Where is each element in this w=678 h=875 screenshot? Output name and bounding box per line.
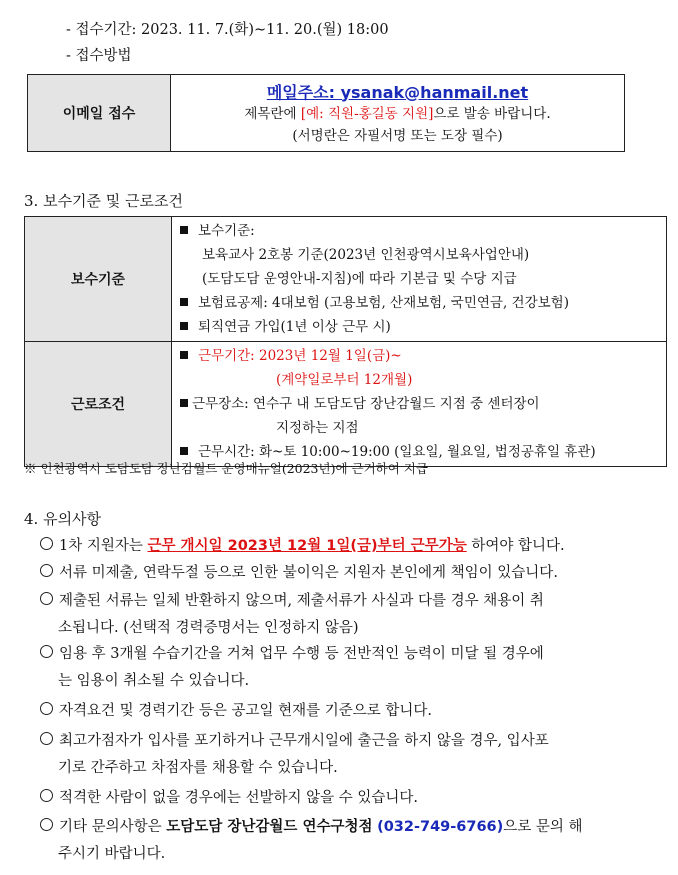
contact-phone[interactable]: (032-749-6766) (377, 819, 504, 835)
circle-bullet-icon (40, 564, 53, 577)
bullet-icon (180, 298, 188, 306)
circle-bullet-icon (40, 789, 53, 802)
notice-item-6-cont: 기로 간주하고 차점자를 채용할 수 있습니다. (58, 760, 338, 776)
notice-item-6: 최고가점자가 입사를 포기하거나 근무개시일에 출근을 하지 않을 경우, 입사포 (40, 730, 549, 752)
notice-item-4: 임용 후 3개월 수습기간을 거쳐 업무 수행 등 전반적인 능력이 미달 될 경우에 (40, 643, 544, 665)
email-label: 이메일 접수 (28, 75, 171, 152)
email-details (171, 75, 625, 152)
bullet-icon (180, 447, 188, 455)
notice-item-5: 자격요건 및 경력기간 등은 공고일 현재를 기준으로 합니다. (40, 700, 432, 722)
email-application-table (27, 74, 625, 152)
circle-bullet-icon (40, 537, 53, 550)
signature-note: (서명란은 자필서명 또는 도장 필수) (292, 127, 503, 144)
circle-bullet-icon (40, 645, 53, 658)
apply-period: - 접수기간: 2023. 11. 7.(화)∼11. 20.(월) 18:00 (66, 22, 389, 38)
circle-bullet-icon (40, 732, 53, 745)
subject-example: [예: 직원-홍길동 지원] (300, 105, 434, 122)
notice-item-8-cont: 주시기 바랍니다. (58, 846, 166, 862)
bullet-icon (180, 322, 188, 330)
pay-work-table (24, 216, 667, 467)
section3-title: 3. 보수기준 및 근로조건 (24, 192, 184, 210)
pay-details: 보수기준: 보육교사 2호봉 기준(2023년 인천광역시보육사업안내) (도담도담 운영안내-지침)에 따라 기본급 및 수당 지급 보험료공제: 4대보험 (고용보험, 산재보험, 국민연금, 건강보험) 퇴직연금 가입(1년 이상 근무 시) (172, 217, 667, 342)
circle-bullet-icon (40, 592, 53, 605)
notice-item-7: 적격한 사람이 없을 경우에는 선발하지 않을 수 있습니다. (40, 787, 418, 809)
email-address[interactable]: 메일주소: ysanak@hanmail.net (266, 82, 529, 102)
bullet-icon (180, 226, 188, 234)
pay-label: 보수기준 (25, 217, 172, 342)
apply-method: - 접수방법 (66, 48, 132, 64)
pay-basis-note: ※ 인천광역시 도담도담 장난감월드 운영매뉴얼(2023년)에 근거하여 지급 (24, 461, 428, 476)
bullet-icon (180, 399, 188, 407)
start-date-highlight: 근무 개시일 2023년 12월 1일(금)부터 근무가능 (147, 538, 467, 554)
work-label: 근로조건 (25, 342, 172, 467)
circle-bullet-icon (40, 702, 53, 715)
circle-bullet-icon (40, 818, 53, 831)
notice-item-4-cont: 는 임용이 취소될 수 있습니다. (58, 673, 250, 689)
section4-title: 4. 유의사항 (24, 510, 102, 528)
notice-item-2: 서류 미제출, 연락두절 등으로 인한 불이익은 지원자 본인에게 책임이 있습니다. (40, 562, 558, 584)
notice-item-8: 기타 문의사항은 도담도담 장난감월드 연수구청점 (032-749-6766)으로 문의 해 (40, 816, 583, 838)
notice-item-1: 1차 지원자는 근무 개시일 2023년 12월 1일(금)부터 근무가능 하여야 합니다. (40, 535, 565, 557)
bullet-icon (180, 351, 188, 359)
email-subject-instruction: 제목란에 [예: 직원-홍길동 지원]으로 발송 바랍니다. (244, 105, 551, 122)
notice-item-3-cont: 소됩니다. (선택적 경력증명서는 인정하지 않음) (58, 620, 359, 636)
contact-branch: 도담도담 장난감월드 연수구청점 (166, 819, 373, 835)
work-details: 근무기간: 2023년 12월 1일(금)~ (계약일로부터 12개월) 근무장소: 연수구 내 도담도담 장난감월드 지점 중 센터장이 지정하는 지점 근무시간: 화~토 10:00~19:00 (일요일, 월요일, 법정공휴일 휴관) (172, 342, 667, 467)
notice-item-3: 제출된 서류는 일체 반환하지 않으며, 제출서류가 사실과 다를 경우 채용이 취 (40, 590, 544, 612)
